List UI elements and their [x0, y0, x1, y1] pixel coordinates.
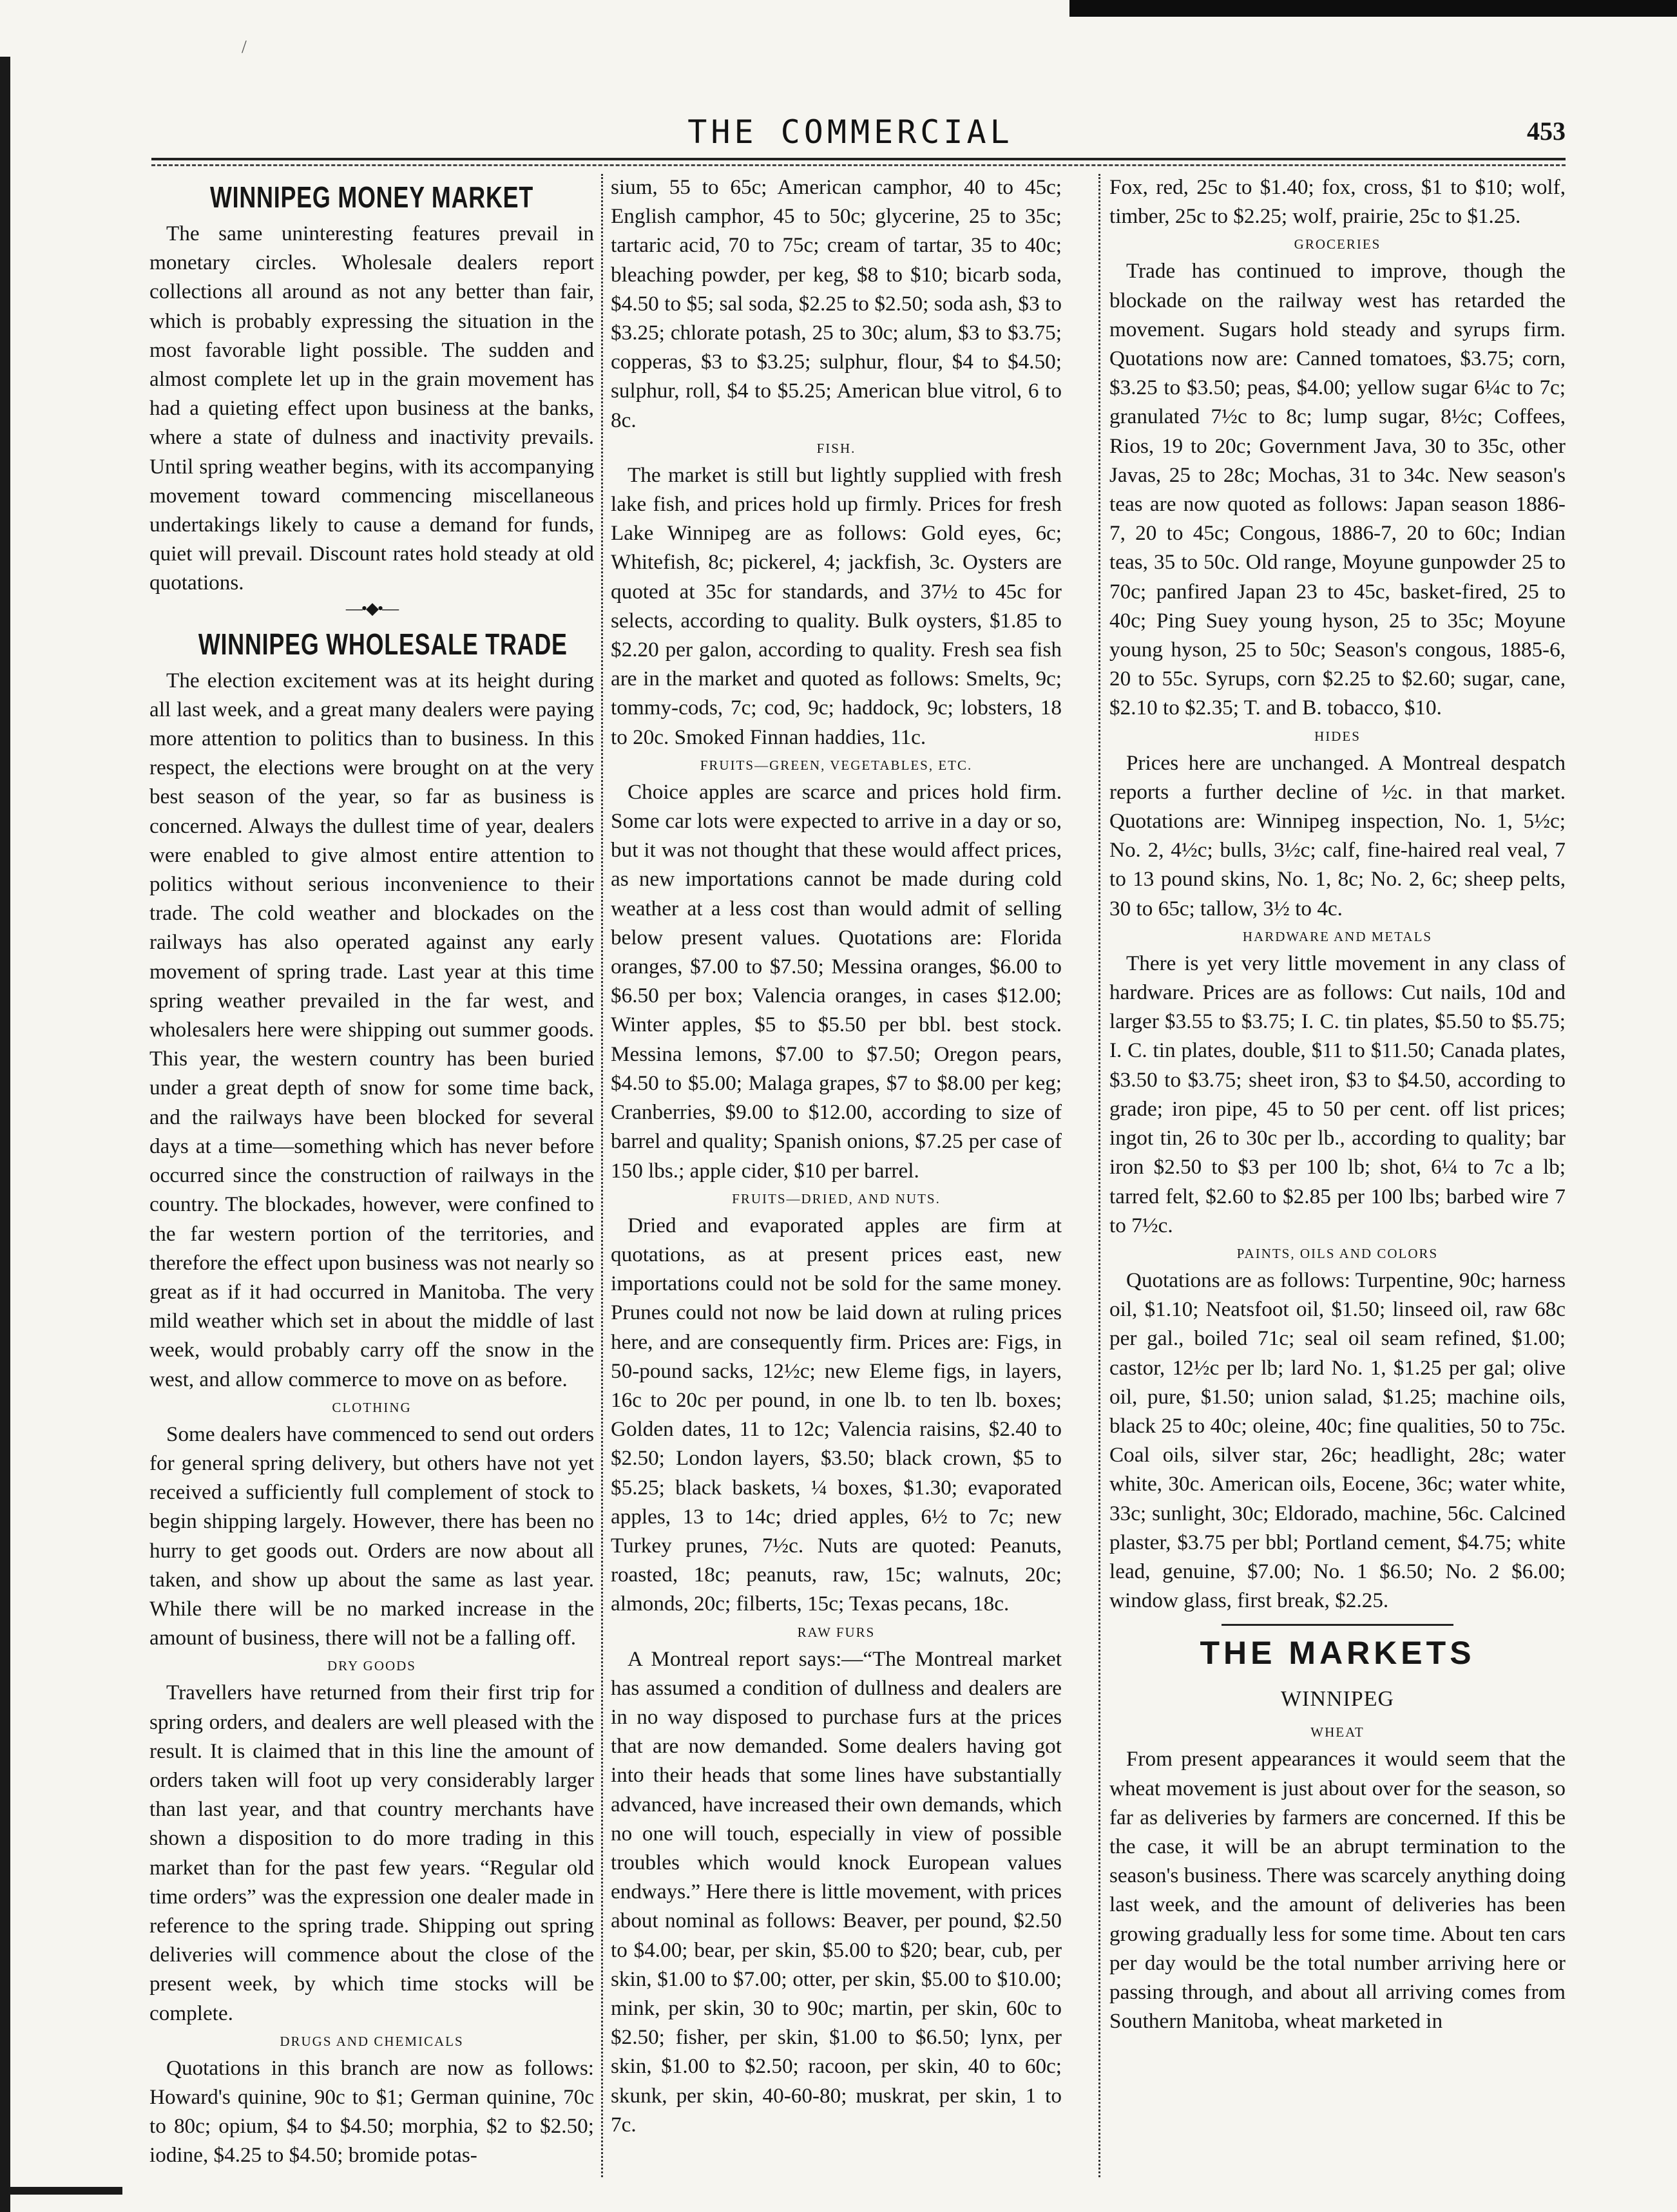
paragraph: Some dealers have commenced to send out orders for general spring delivery, but others have not yet received a sufficiently full complement of stock to begin shipping largely. However, there has been no hurry to get goods out. Orders are now about all taken, and show up about the same as last year. While there will be no marked increase in the amount of business, there will not be a falling off.: [149, 1422, 594, 1650]
subsection-heading: DRUGS AND CHEMICALS: [280, 2033, 464, 2049]
paragraph: Quotations in this branch are now as follows: Howard's quinine, 90c to $1; German quinine, 70c to 80c; opium, $4 to $4.50; morphia, $2 to $2.50; iodine, $4.25 to $4.50; bromide potas-: [149, 2055, 594, 2168]
paragraph: There is yet very little movement in any class of hardware. Prices are as follows: Cut nails, 10d and larger $3.55 to $3.75; I. C. tin plates, $5.50 to $5.75; I. C. tin plates, double, $11 to $11.50; Canada plates, $3.50 to $3.75; sheet iron, $3 to $4.50, according to grade; iron pipe, 45 to 50 per cent. off list prices; ingot tin, 26 to 30c per lb., according to quality; bar iron $2.50 to $3 per 100 lb; shot, 6¼ to 7c a lb; tarred felt, $2.60 to $2.85 per 100 lbs; barbed wire 7 to 7½c.: [1109, 951, 1566, 1237]
header-rule-dashed: [151, 164, 1566, 166]
subsection-heading: FRUITS—GREEN, VEGETABLES, ETC.: [700, 757, 973, 773]
paragraph-continued: Fox, red, 25c to $1.40; fox, cross, $1 to $10; wolf, timber, 25c to $2.25; wolf, prairie, 25c to $1.25.: [1109, 175, 1566, 229]
paragraph: Choice apples are scarce and prices hold firm. Some car lots were expected to arrive in a day or so, but it was not thought that these would affect prices, as new importations cannot be made during cold weather at a less cost than would admit of selling below present values. Quotations are: Florida oranges, $7.00 to $7.50; Messina oranges, $6.00 to $6.50 per box; Valencia oranges, in cases $12.00; Winter apples, $5 to $5.50 per bbl. best stock. Messina lemons, $7.00 to $7.50; Oregon pears, $4.50 to $5.00; Malaga grapes, $7 to $8.00 per keg; Cranberries, $9.00 to $12.00, according to size of barrel and quality; Spanish onions, $7.25 per case of 150 lbs.; apple cider, $10 per barrel.: [611, 779, 1062, 1183]
paragraph: A Montreal report says:—“The Montreal market has assumed a condition of dullness and dealers are in no way disposed to purchase furs at the prices that are now demanded. Some dealers having got into their heads that some lines have substantially advanced, have increased their own demands, which no one will touch, especially in view of possible troubles which would knock European values endways.” Here there is little movement, with prices about nominal as follows: Beaver, per pound, $2.50 to $4.00; bear, per skin, $5.00 to $20; bear, cub, per skin, $1.00 to $7.00; otter, per skin, $5.00 to $10.00; mink, per skin, 30 to 90c; martin, per skin, 60c to $2.50; fisher, per skin, $1.00 to $6.50; lynx, per skin, $1.00 to $2.50; racoon, per skin, 40 to 60c; skunk, per skin, 40-60-80; muskrat, per skin, 1 to 7c.: [611, 1646, 1062, 2137]
subsection-heading: HIDES: [1314, 728, 1361, 744]
ornament-divider: —•◆•—: [345, 598, 398, 618]
column-divider: [601, 174, 603, 2177]
section-heading: WINNIPEG MONEY MARKET: [209, 180, 534, 214]
column-divider: [1098, 174, 1100, 2177]
paragraph: The same uninteresting features prevail in monetary circles. Wholesale dealers report collections all around as not any better than fair, which is probably expressing the situation in the most favorable light possible. The sudden and almost complete let up in the grain movement has had a quieting effect upon business at the banks, where a state of dulness and inactivity prevails. Until spring weather begins, with its accompanying movement toward commencing miscellaneous undertakings likely to cause a demand for funds, quiet will prevail. Discount rates hold steady at old quotations.: [149, 222, 594, 595]
paragraph: From present appearances it would seem that the wheat movement is just about over for the season, so far as deliveries by farmers are concerned. If this be the case, it will be an abrupt termination to the season's business. There was scarcely anything doing last week, and the amount of deliveries has been growing gradually less for some time. About ten cars per day would be the total number arriving here or passing through, and about all arriving comes from Southern Manitoba, wheat marketed in: [1109, 1747, 1566, 2034]
subsection-heading: HARDWARE AND METALS: [1242, 928, 1433, 944]
section-rule: [1222, 1624, 1453, 1626]
scan-edge-left: [0, 57, 10, 2212]
subsection-heading: CLOTHING: [332, 1399, 412, 1415]
paragraph: The election excitement was at its height during all last week, and a great many dealers were paying more attention to politics than to business. In this respect, the elections were brought on at the very best season of the year, so far as business is concerned. Always the dullest time of year, dealers were enabled to give almost entire attention to politics without serious inconvenience to their trade. The cold weather and blockades on the railways has also operated against any early movement of spring trade. Last year at this time spring weather prevailed in the far west, and wholesalers here were shipping out summer goods. This year, the western country has been buried under a great depth of snow for some time back, and the railways have been blocked for several days at a time—something which has never before occurred since the construction of railways in the country. The blockades, however, were confined to the far western portion of the territories, and therefore the effect upon business was not nearly so great as if it had occurred in Manitoba. The very mild weather which set in about the middle of last week, would probably carry off the snow in the west, and allow commerce to move on as before.: [149, 668, 594, 1391]
scan-edge-corner: [0, 2187, 122, 2195]
subsection-heading: FRUITS—DRIED, AND NUTS.: [732, 1190, 941, 1206]
newspaper-title: THE COMMERCIAL: [687, 113, 1013, 151]
pencil-mark: /: [242, 37, 247, 57]
subsection-heading: WHEAT: [1310, 1724, 1365, 1740]
column-3: [1109, 173, 1566, 2182]
header-rule: [151, 158, 1566, 160]
column-1: [149, 173, 594, 2182]
paragraph: Prices here are unchanged. A Montreal despatch reports a further decline of ½c. in that market. Quotations are: Winnipeg inspection, No. 1, 5½c; No. 2, 4½c; bulls, 3½c; calf, fine-haired real veal, 7 to 13 pound skins, No. 1, 8c; No. 2, 6c; sheep pelts, 30 to 65c; tallow, 3½ to 4c.: [1109, 750, 1566, 920]
subsection-heading: PAINTS, OILS AND COLORS: [1236, 1245, 1439, 1261]
paragraph: Trade has continued to improve, though the blockade on the railway west has retarded the movement. Sugars hold steady and syrups firm. Quotations now are: Canned tomatoes, $3.75; corn, $3.25 to $3.50; peas, $4.00; yellow sugar 6¼c to 7c; granulated 7½c to 8c; lump sugar, 8½c; Coffees, Rios, 19 to 20c; Government Java, 30 to 35c, other Javas, 25 to 28c; Mochas, 31 to 34c. New season's teas are now quoted as follows: Japan season 1886-7, 20 to 45c; Congous, 1886-7, 20 to 60c; Indian teas, 35 to 50c. Old range, Moyune gunpowder 25 to 70c; panfired Japan 23 to 45c, basket-fired, 25 to 40c; Ping Suey young hyson, 25 to 35c; Moyune young hyson, 25 to 50c; Season's congous, 1885-6, 20 to 55c. Syrups, corn $2.25 to $2.60; sugar, cane, $2.10 to $2.35; T. and B. tobacco, $10.: [1109, 259, 1566, 720]
markets-heading: THE MARKETS: [1200, 1635, 1475, 1672]
subsection-heading: FISH.: [816, 440, 856, 456]
markets-subheading: WINNIPEG: [1280, 1687, 1395, 1711]
paragraph: Quotations are as follows: Turpentine, 90c; harness oil, $1.10; Neatsfoot oil, $1.50; linseed oil, raw 68c per gal., boiled 71c; seal oil seam refined, $1.00; castor, 12½c per lb; lard No. 1, $1.25 per gal; olive oil, pure, $1.50; union salad, $1.25; machine oils, black 25 to 40c; oleine, 40c; fine qualities, 50 to 75c. Coal oils, silver star, 26c; headlight, 28c; water white, 30c. American oils, Eocene, 36c; water white, 33c; sunlight, 30c; Eldorado, machine, 56c. Calcined plaster, $3.75 per bbl; Portland cement, $4.75; white lead, genuine, $7.00; No. 1 $6.50; No. 2 $6.00; window glass, first break, $2.25.: [1109, 1268, 1566, 1613]
subsection-heading: DRY GOODS: [327, 1658, 416, 1674]
paragraph: Travellers have returned from their first trip for spring orders, and dealers are well pleased with the result. It is claimed that in this line the amount of orders taken will foot up very considerably larger than last year, and that country merchants have shown a disposition to do more trading in this market than for the past few years. “Regular old time orders” was the expression one dealer made in reference to the spring trade. Shipping out spring deliveries will commence about the close of the present week, by which time stocks will be complete.: [149, 1681, 594, 2025]
scan-edge-top: [1069, 0, 1677, 17]
subsection-heading: RAW FURS: [797, 1624, 876, 1640]
column-2: [611, 173, 1062, 2182]
page-number: 453: [1527, 117, 1566, 146]
section-heading: WINNIPEG WHOLESALE TRADE: [198, 627, 568, 661]
paragraph: The market is still but lightly supplied with fresh lake fish, and prices hold up firmly. Prices for fresh Lake Winnipeg are as follows: Gold eyes, 6c; Whitefish, 8c; pickerel, 4; jackfish, 3c. Oysters are quoted at 35c for standards, and 37½ to 45c for selects, according to quality. Bulk oysters, $1.85 to $2.20 per galon, according to quality. Fresh sea fish are in the market and quoted as follows: Smelts, 9c; tommy-cods, 7c; cod, 9c; haddock, 9c; lobsters, 18 to 20c. Smoked Finnan haddies, 11c.: [611, 462, 1062, 749]
paragraph-continued: sium, 55 to 65c; American camphor, 40 to 45c; English camphor, 45 to 50c; glycerine, 25 to 35c; tartaric acid, 70 to 75c; cream of tartar, 35 to 40c; bleaching powder, per keg, $8 to $10; bicarb soda, $4.50 to $5; sal soda, $2.25 to $2.50; soda ash, $3 to $3.25; chlorate potash, 25 to 30c; alum, $3 to $3.75; copperas, $3 to $3.25; sulphur, flour, $4 to $4.50; sulphur, roll, $4 to $5.25; American blue vitrol, 6 to 8c.: [611, 175, 1062, 432]
subsection-heading: GROCERIES: [1294, 236, 1381, 253]
paragraph: Dried and evaporated apples are firm at quotations, as at present prices east, new importations could not be sold for the same money. Prunes could not now be laid down at ruling prices here, and are consequently firm. Prices are: Figs, in 50-pound sacks, 12½c; new Eleme figs, in layers, 16c to 20c per pound, in one lb. to ten lb. boxes; Golden dates, 11 to 12c; Valencia raisins, $2.40 to $2.50; London layers, $3.50; black crown, $5 to $5.25; black baskets, ¼ boxes, $1.30; evaporated apples, 13 to 14c; dried apples, 6½ to 7c; new Turkey prunes, 7½c. Nuts are quoted: Peanuts, roasted, 18c; peanuts, raw, 15c; walnuts, 20c; almonds, 20c; filberts, 15c; Texas pecans, 18c.: [611, 1213, 1062, 1616]
